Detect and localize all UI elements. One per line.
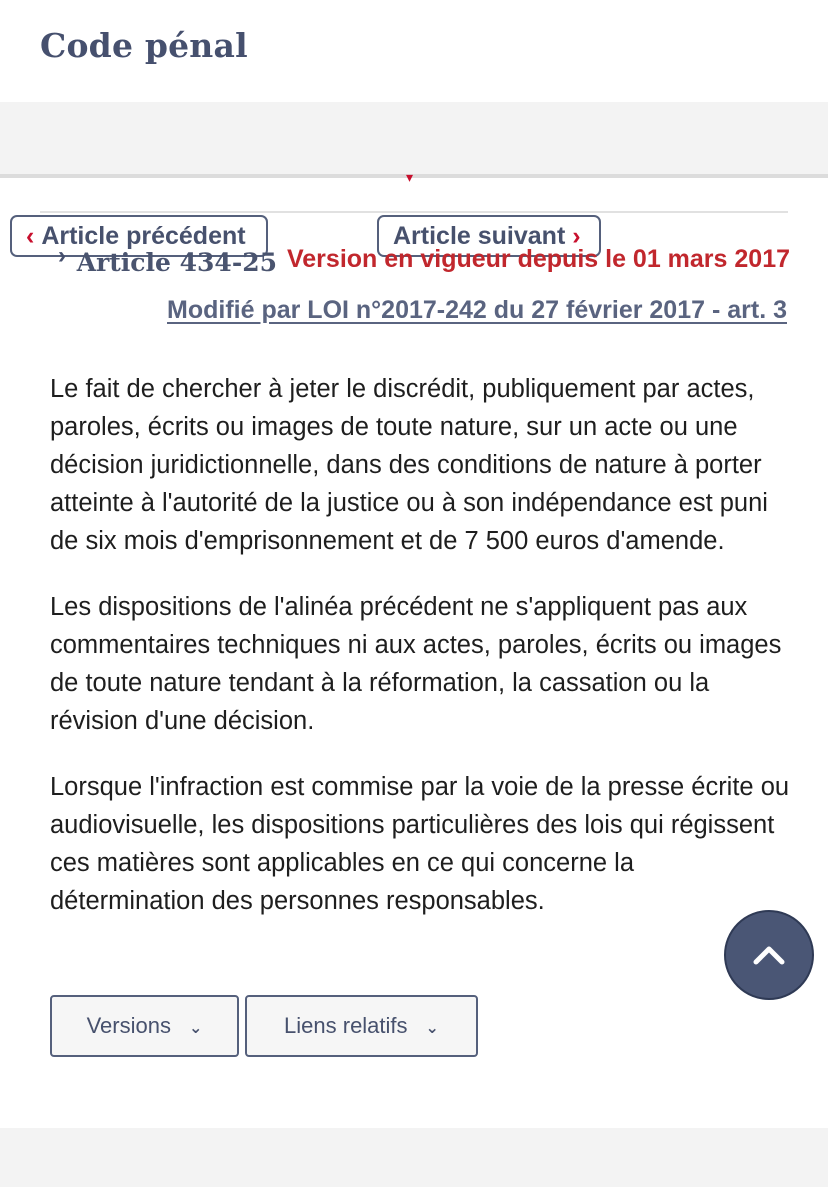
versions-button[interactable]: [50, 995, 239, 1057]
title-bar: [0, 0, 828, 102]
article-paragraph: Les dispositions de l'alinéa précédent ne s'appliquent pas aux commentaires techniques ni aux actes, paroles, écrits ou images de toute nature tendant à la réformation, la cassation ou la révision d'une décision.: [50, 593, 782, 735]
version-status: Version en vigueur depuis le 01 mars 2017: [286, 245, 790, 273]
related-links-button[interactable]: [245, 995, 478, 1057]
article-content: [50, 370, 790, 948]
chevron-left-icon: ‹: [26, 221, 35, 250]
section-divider: [40, 211, 788, 213]
chevron-down-icon: ⌄: [188, 1020, 203, 1037]
article-paragraph: Lorsque l'infraction est commise par la voie de la presse écrite ou audiovisuelle, les dispositions particulières des lois qui régissent ces matières sont applicables en ce qui concerne la détermination des personnes responsables.: [50, 773, 790, 915]
footer-band: [0, 1128, 828, 1187]
article-header: [58, 242, 790, 277]
chevron-down-icon: ⌄: [425, 1020, 439, 1037]
chevron-down-icon: ▾: [406, 169, 414, 185]
article-navigation-bar: [0, 102, 828, 250]
navigation-shadow: [0, 169, 828, 185]
chevron-right-icon: ›: [572, 221, 581, 250]
modification-link[interactable]: Modifié par LOI n°2017-242 du 27 février 2017 - art. 3: [167, 296, 787, 324]
next-article-label: Article suivant: [393, 221, 566, 250]
scroll-to-top-button[interactable]: [724, 910, 814, 1000]
previous-article-label: Article précédent: [41, 221, 246, 250]
versions-label: Versions: [86, 1013, 171, 1038]
article-number: Article 434-25: [76, 248, 277, 277]
chevron-up-icon: [752, 944, 786, 966]
page-title: Code pénal: [40, 26, 248, 65]
related-links-label: Liens relatifs: [284, 1013, 408, 1038]
expand-chevron-icon[interactable]: ›: [58, 241, 66, 269]
article-paragraph: Le fait de chercher à jeter le discrédit, publiquement par actes, paroles, écrits ou images de toute nature, sur un acte ou une décision juridictionnelle, dans des conditions de nature à porter atteinte à l'autorité de la justice ou à son indépendance est puni de six mois d'emprisonnement et de 7 500 euros d'amende.: [50, 375, 768, 555]
